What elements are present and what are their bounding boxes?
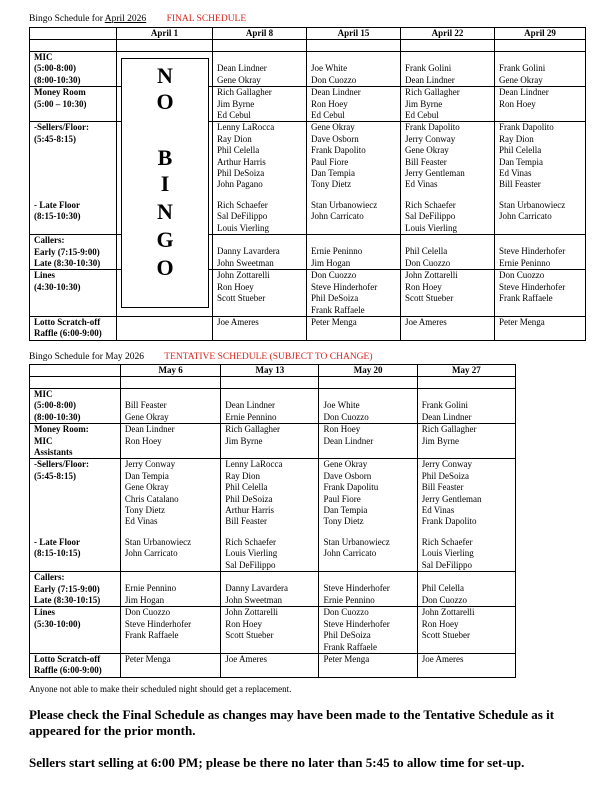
may-6-mic: Bill Feaster Gene Okray [120,389,220,424]
april-header-row [30,28,586,40]
may-label-mic: MIC (5:00-8:00) (8:00-10:30) [30,389,121,424]
april-8-callers: Danny Lavardera John Sweetman [213,235,307,270]
april-22-lines: John Zottarelli Ron Hoey Scott Stueber [401,270,495,317]
april-label-lotto: Lotto Scratch-off Raffle (6:00-9:00) [30,316,117,340]
april-29-mic: Frank Golini Gene Okray [495,52,586,87]
may-20-money: Ron Hoey Dean Lindner [319,424,417,459]
april-date-4: April 22 [401,28,495,40]
no-bingo-letter-7: O [156,255,174,280]
may-row-lines [30,607,516,654]
april-8-lines: John Zottarelli Ron Hoey Scott Stueber [213,270,307,317]
may-27-mic: Frank Golini Dean Lindner [417,389,515,424]
april-15-callers: Ernie Peninno Jim Hogan [307,235,401,270]
may-13-lotto: Joe Ameres [221,653,319,677]
april-22-lotto: Joe Ameres [401,316,495,340]
no-bingo-letter-1: N [157,63,173,88]
sellers-start-message: Sellers start selling at 6:00 PM; please be there no later than 5:45 to allow time for set-up. [29,755,525,770]
may-row-blank [30,377,516,389]
check-final-message: Please check the Final Schedule as changes may have been made to the Tentative Schedule as it appeared for the prior month. [29,707,555,738]
may-schedule-title [29,352,373,362]
may-13-callers: Danny Lavardera John Sweetman [221,572,319,607]
april-date-5: April 29 [495,28,586,40]
may-date-2: May 13 [221,365,319,377]
may-20-lotto: Peter Menga [319,653,417,677]
may-date-1: May 6 [120,365,220,377]
may-label-lines: Lines (5:30-10:00) [30,607,121,654]
may-27-sellers: Jerry Conway Phil DeSoiza Bill Feaster Jerry Gentleman Ed Vinas Frank Dapolito Rich Schaefer Louis Vierling Sal DeFilippo [417,459,515,572]
april-schedule-table [29,27,586,341]
may-27-lines: John Zottarelli Ron Hoey Scott Stueber [417,607,515,654]
may-20-lines: Don Cuozzo Steve Hinderhofer Phil DeSoiza Frank Raffaele [319,607,417,654]
may-schedule-table [29,364,516,678]
april-row-mic [30,52,586,87]
may-27-lotto: Joe Ameres [417,653,515,677]
april-label-sellers: -Sellers/Floor: (5:45-8:15) - Late Floor (8:15-10:30) [30,122,117,235]
april-22-mic: Frank Golini Dean Lindner [401,52,495,87]
april-label-lines: Lines (4:30-10:30) [30,270,117,317]
april-label-callers: Callers: Early (7:15-9:00) Late (8:30-10:30) [30,235,117,270]
april-29-lotto: Peter Menga [495,316,586,340]
april-29-money: Dean Lindner Ron Hoey [495,87,586,122]
no-bingo-letter-4: I [160,171,170,196]
may-6-lines: Don Cuozzo Steve Hinderhofer Frank Raffaele [120,607,220,654]
may-date-4: May 27 [417,365,515,377]
april-final-label: FINAL SCHEDULE [166,14,247,24]
may-27-callers: Phil Celella Don Cuozzo [417,572,515,607]
april-8-sellers: Lenny LaRocca Ray Dion Phil Celella Arthur Harris Phil DeSoiza John Pagano Rich Schaefer Sal DeFilippo Louis Vierling [213,122,307,235]
april-22-money: Rich Gallagher Jim Byrne Ed Cebul [401,87,495,122]
april-15-sellers: Gene Okray Dave Osborn Frank Dapolito Paul Fiore Dan Tempia Tony Dietz Stan Urbanowiecz John Carricato [307,122,401,235]
may-row-sellers [30,459,516,572]
may-13-sellers: Lenny LaRocca Ray Dion Phil Celella Phil DeSoiza Arthur Harris Bill Feaster Rich Schaefer Louis Vierling Sal DeFilippo [221,459,319,572]
may-row-money [30,424,516,459]
april-date-2: April 8 [213,28,307,40]
may-title-prefix: Bingo Schedule for May 2026 [29,352,145,362]
may-20-mic: Joe White Don Cuozzo [319,389,417,424]
april-row-blank [30,40,586,52]
april-15-lines: Don Cuozzo Steve Hinderhofer Phil DeSoiza Frank Raffaele [307,270,401,317]
april-row-sellers [30,122,586,235]
may-label-money: Money Room: MIC Assistants [30,424,121,459]
april-row-lines [30,270,586,317]
april-title-month: April 2026 [104,14,147,24]
april-29-sellers: Frank Dapolito Ray Dion Phil Celella Dan Tempia Ed Vinas Bill Feaster Stan Urbanowiecz John Carricato [495,122,586,235]
may-13-mic: Dean Lindner Ernie Pennino [221,389,319,424]
no-bingo-box [121,58,209,308]
may-row-mic [30,389,516,424]
may-label-sellers: -Sellers/Floor: (5:45-8:15) - Late Floor (8:15-10:15) [30,459,121,572]
april-row-lotto [30,316,586,340]
replacement-note: Anyone not able to make their scheduled night should get a replacement. [29,684,292,694]
april-label-money: Money Room (5:00 – 10:30) [30,87,117,122]
may-6-callers: Ernie Pennino Jim Hogan [120,572,220,607]
april-row-callers [30,235,586,270]
april-22-sellers: Frank Dapolito Jerry Conway Gene Okray Bill Feaster Jerry Gentleman Ed Vinas Rich Schaefer Sal DeFilippo Louis Vierling [401,122,495,235]
may-row-lotto [30,653,516,677]
april-15-mic: Joe White Don Cuozzo [307,52,401,87]
no-bingo-letter-3: B [157,145,173,170]
may-date-3: May 20 [319,365,417,377]
april-title-prefix: Bingo Schedule for [29,14,103,24]
may-label-lotto: Lotto Scratch-off Raffle (6:00-9:00) [30,653,121,677]
april-date-3: April 15 [307,28,401,40]
april-date-1: April 1 [117,28,213,40]
april-15-money: Dean Lindner Ron Hoey Ed Cebul [307,87,401,122]
april-29-lines: Don Cuozzo Steve Hinderhofer Frank Raffaele [495,270,586,317]
may-label-callers: Callers: Early (7:15-9:00) Late (8:30-10:15) [30,572,121,607]
april-header-blank [30,28,117,40]
april-schedule-title [29,14,246,24]
april-label-mic: MIC (5:00-8:00) (8:00-10:30) [30,52,117,87]
may-13-lines: John Zottarelli Ron Hoey Scott Stueber [221,607,319,654]
may-13-money: Rich Gallagher Jim Byrne [221,424,319,459]
may-header-row [30,365,516,377]
april-15-lotto: Peter Menga [307,316,401,340]
april-22-callers: Phil Celella Don Cuozzo [401,235,495,270]
may-27-money: Rich Gallagher Jim Byrne [417,424,515,459]
may-6-lotto: Peter Menga [120,653,220,677]
may-6-sellers: Jerry Conway Dan Tempia Gene Okray Chris Catalano Tony Dietz Ed Vinas Stan Urbanowiecz John Carricato [120,459,220,572]
april-8-lotto: Joe Ameres [213,316,307,340]
no-bingo-letter-6: G [156,227,174,252]
april-8-mic: Dean Lindner Gene Okray [213,52,307,87]
may-row-callers [30,572,516,607]
may-6-money: Dean Lindner Ron Hoey [120,424,220,459]
may-20-sellers: Gene Okray Dave Osborn Frank Dapolitu Paul Fiore Dan Tempia Tony Dietz Stan Urbanowiecz John Carricato [319,459,417,572]
april-row-money [30,87,586,122]
may-tentative-label: TENTATIVE SCHEDULE (SUBJECT TO CHANGE) [164,352,373,362]
no-bingo-letter-2: O [156,89,174,114]
may-header-blank [30,365,121,377]
april-8-money: Rich Gallagher Jim Byrne Ed Cebul [213,87,307,122]
may-20-callers: Steve Hinderhofer Ernie Pennino [319,572,417,607]
no-bingo-letter-5: N [157,199,173,224]
april-29-callers: Steve Hinderhofer Ernie Peninno [495,235,586,270]
